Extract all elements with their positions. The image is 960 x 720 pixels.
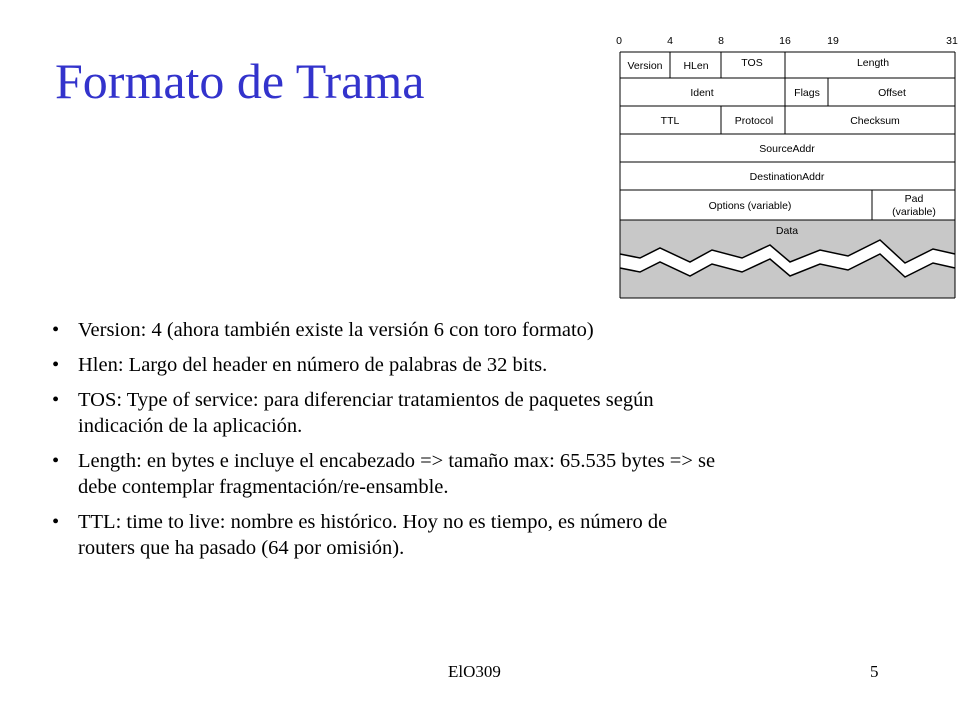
slide-title: Formato de Trama — [55, 53, 425, 109]
field-data: Data — [775, 225, 799, 237]
bullet-marker: • — [52, 450, 60, 472]
bullet-marker: • — [52, 511, 60, 533]
field-tos: TOS — [741, 57, 763, 69]
bullet-line: routers que ha pasado (64 por omisión). — [78, 537, 405, 559]
bullet-hlen — [52, 352, 852, 378]
field-checksum: Checksum — [850, 115, 900, 127]
page-number: 5 — [870, 662, 879, 681]
field-options: Options (variable) — [708, 200, 792, 212]
bullet-line: TTL: time to live: nombre es histórico. Hoy no es tiempo, es número de — [78, 511, 668, 533]
bit-marker-4: 4 — [667, 35, 673, 47]
field-offset: Offset — [878, 87, 906, 99]
field-pad: Pad — [904, 193, 924, 205]
footer-course-code: ElO309 — [448, 662, 501, 681]
field-ttl: TTL — [660, 115, 680, 127]
bullet-line: Version: 4 (ahora también existe la versión 6 con toro formato) — [78, 319, 594, 341]
field-protocol: Protocol — [734, 115, 774, 127]
bullet-line: Hlen: Largo del header en número de palabras de 32 bits. — [78, 354, 548, 376]
bullet-line: debe contemplar fragmentación/re-ensamble. — [78, 476, 449, 498]
bullet-tos — [52, 387, 852, 439]
bullet-length — [52, 448, 852, 500]
field-hlen: HLen — [683, 60, 709, 72]
bullet-marker: • — [52, 319, 60, 341]
field-pad-variable: (variable) — [892, 206, 936, 218]
field-labels — [627, 57, 935, 237]
bit-marker-31: 31 — [946, 35, 958, 47]
bullet-line: indicación de la aplicación. — [78, 415, 303, 437]
bullet-version — [52, 317, 852, 343]
bit-marker-19: 19 — [827, 35, 839, 47]
bit-marker-16: 16 — [779, 35, 791, 47]
field-length: Length — [856, 57, 890, 69]
bullet-line: Length: en bytes e incluye el encabezado => tamaño max: 65.535 bytes => se — [78, 450, 716, 472]
field-destination-addr: DestinationAddr — [749, 171, 825, 183]
bullet-list — [52, 317, 852, 570]
field-ident: Ident — [690, 87, 714, 99]
field-source-addr: SourceAddr — [759, 143, 815, 155]
bit-marker-0: 0 — [616, 35, 622, 47]
bullet-marker: • — [52, 389, 60, 411]
field-version: Version — [627, 60, 663, 72]
bullet-line: TOS: Type of service: para diferenciar tratamientos de paquetes según — [78, 389, 654, 411]
bullet-marker: • — [52, 354, 60, 376]
bullet-ttl — [52, 509, 852, 561]
field-flags: Flags — [794, 87, 820, 99]
bit-marker-8: 8 — [718, 35, 724, 47]
bit-markers — [616, 35, 958, 47]
